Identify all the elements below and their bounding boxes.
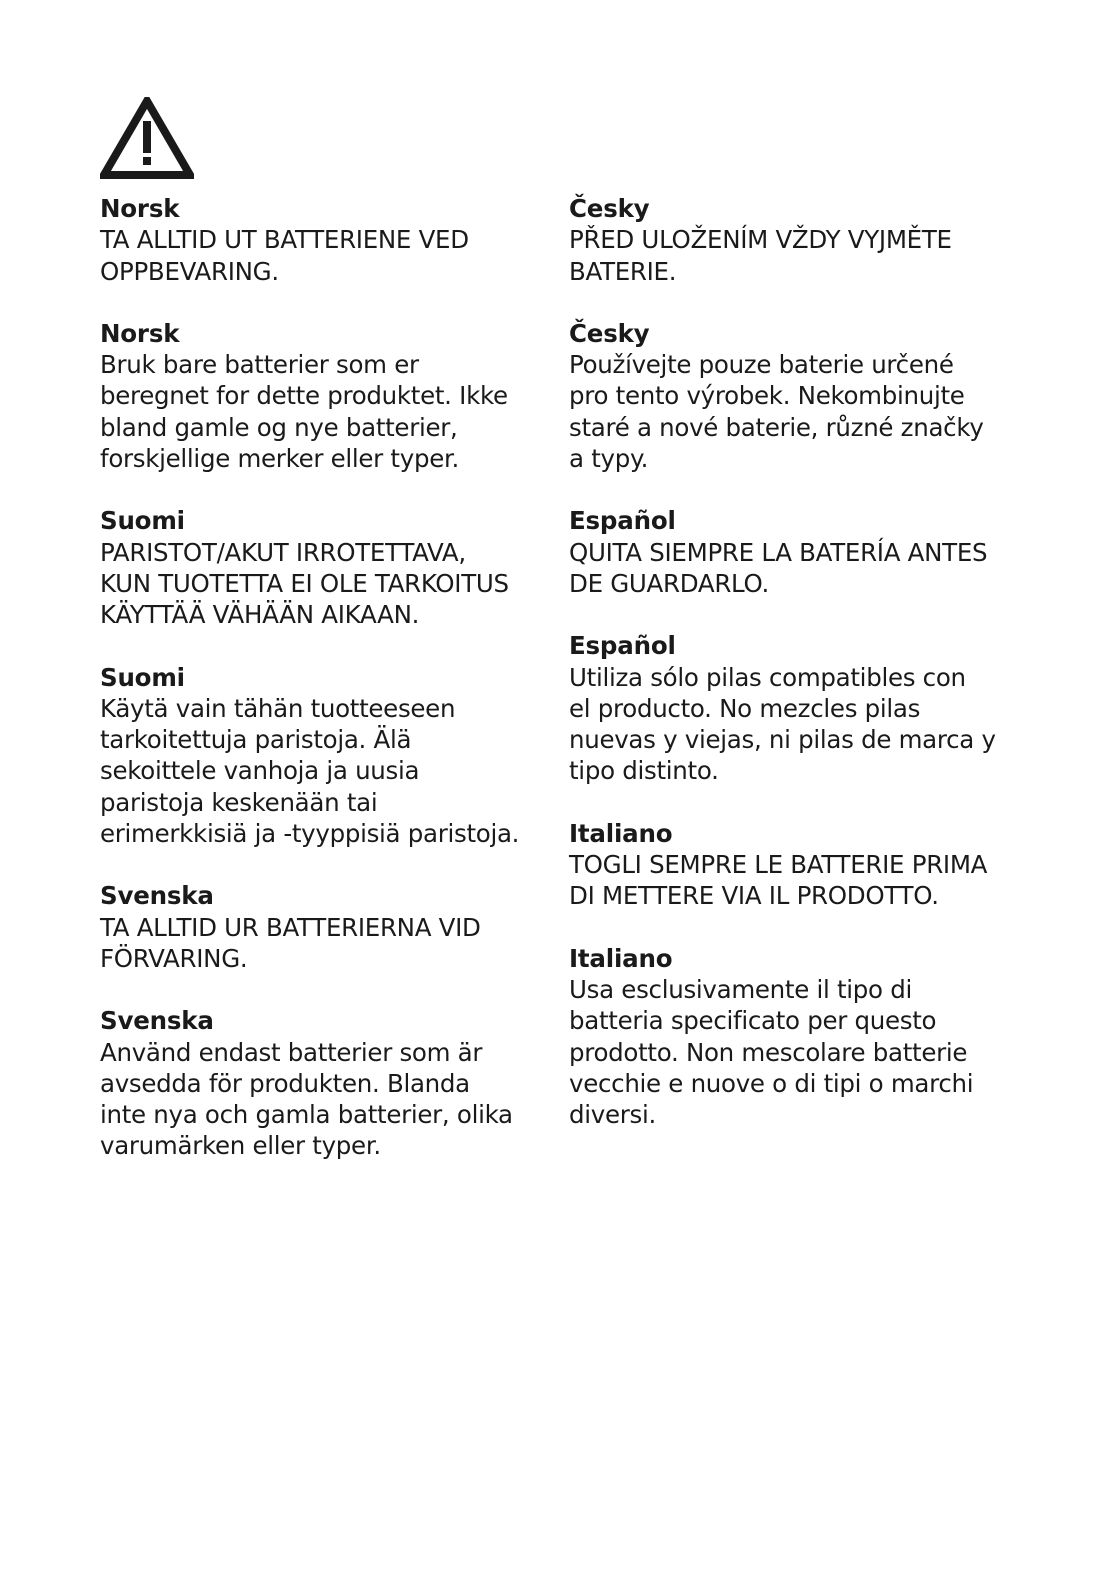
warning-text: Utiliza sólo pilas compatibles con el producto. No mezcles pilas nuevas y viejas, ni pilas de marca y tipo distinto.: [569, 662, 996, 786]
language-heading: Suomi: [100, 662, 185, 692]
warning-text: PŘED ULOŽENÍM VŽDY VYJMĚTE BATERIE.: [569, 225, 952, 286]
cesky-battery-usage: [569, 318, 1009, 474]
language-heading: Español: [569, 631, 676, 661]
warning-text: Använd endast batterier som är avsedda för produkten. Blanda inte nya och gamla batterier, olika varumärken eller typer.: [100, 1037, 513, 1161]
language-heading: Česky: [569, 194, 650, 223]
warning-text: Používejte pouze baterie určené pro tento výrobek. Nekombinujte staré a nové baterie, různé značky a typy.: [569, 350, 984, 474]
right-column: [569, 193, 1009, 1161]
language-heading: Norsk: [100, 318, 180, 348]
warning-text: TA ALLTID UR BATTERIERNA VID FÖRVARING.: [100, 912, 481, 973]
language-heading: Suomi: [100, 506, 185, 536]
language-heading: Česky: [569, 318, 650, 348]
norsk-storage-warning: [100, 193, 540, 287]
italiano-battery-usage: [569, 943, 1009, 1131]
warning-text: TA ALLTID UT BATTERIENE VED OPPBEVARING.: [100, 225, 469, 286]
language-heading: Svenska: [100, 881, 214, 911]
warning-text: Usa esclusivamente il tipo di batteria specificato per questo prodotto. Non mescolare batterie vecchie e nuove o di tipi o marchi diversi.: [569, 974, 974, 1130]
warning-triangle-icon: [100, 97, 194, 179]
warning-text: Käytä vain tähän tuotteeseen tarkoitettuja paristoja. Älä sekoittele vanhoja ja uusia paristoja keskenään tai erimerkkisiä ja -tyyppisiä paristoja.: [100, 693, 520, 849]
norsk-battery-usage: [100, 318, 540, 474]
espanol-storage-warning: [569, 505, 1009, 599]
warning-text: QUITA SIEMPRE LA BATERÍA ANTES DE GUARDARLO.: [569, 537, 988, 598]
warning-text: TOGLI SEMPRE LE BATTERIE PRIMA DI METTERE VIA IL PRODOTTO.: [569, 850, 988, 911]
language-heading: Italiano: [569, 943, 673, 973]
svenska-battery-usage: [100, 1005, 540, 1161]
warning-text: Bruk bare batterier som er beregnet for dette produktet. Ikke bland gamle og nye batterier, forskjellige merker eller typer.: [100, 350, 508, 474]
warning-text: PARISTOT/AKUT IRROTETTAVA, KUN TUOTETTA EI OLE TARKOITUS KÄYTTÄÄ VÄHÄÄN AIKAAN.: [100, 537, 509, 630]
left-column: [100, 193, 540, 1193]
cesky-storage-warning: [569, 193, 1009, 287]
svenska-storage-warning: [100, 880, 540, 974]
language-heading: Español: [569, 506, 676, 536]
suomi-battery-usage: [100, 662, 540, 850]
language-heading: Italiano: [569, 818, 673, 848]
italiano-storage-warning: [569, 818, 1009, 912]
espanol-battery-usage: [569, 630, 1009, 786]
suomi-storage-warning: [100, 505, 540, 630]
language-heading: Svenska: [100, 1006, 214, 1036]
language-heading: Norsk: [100, 194, 180, 223]
